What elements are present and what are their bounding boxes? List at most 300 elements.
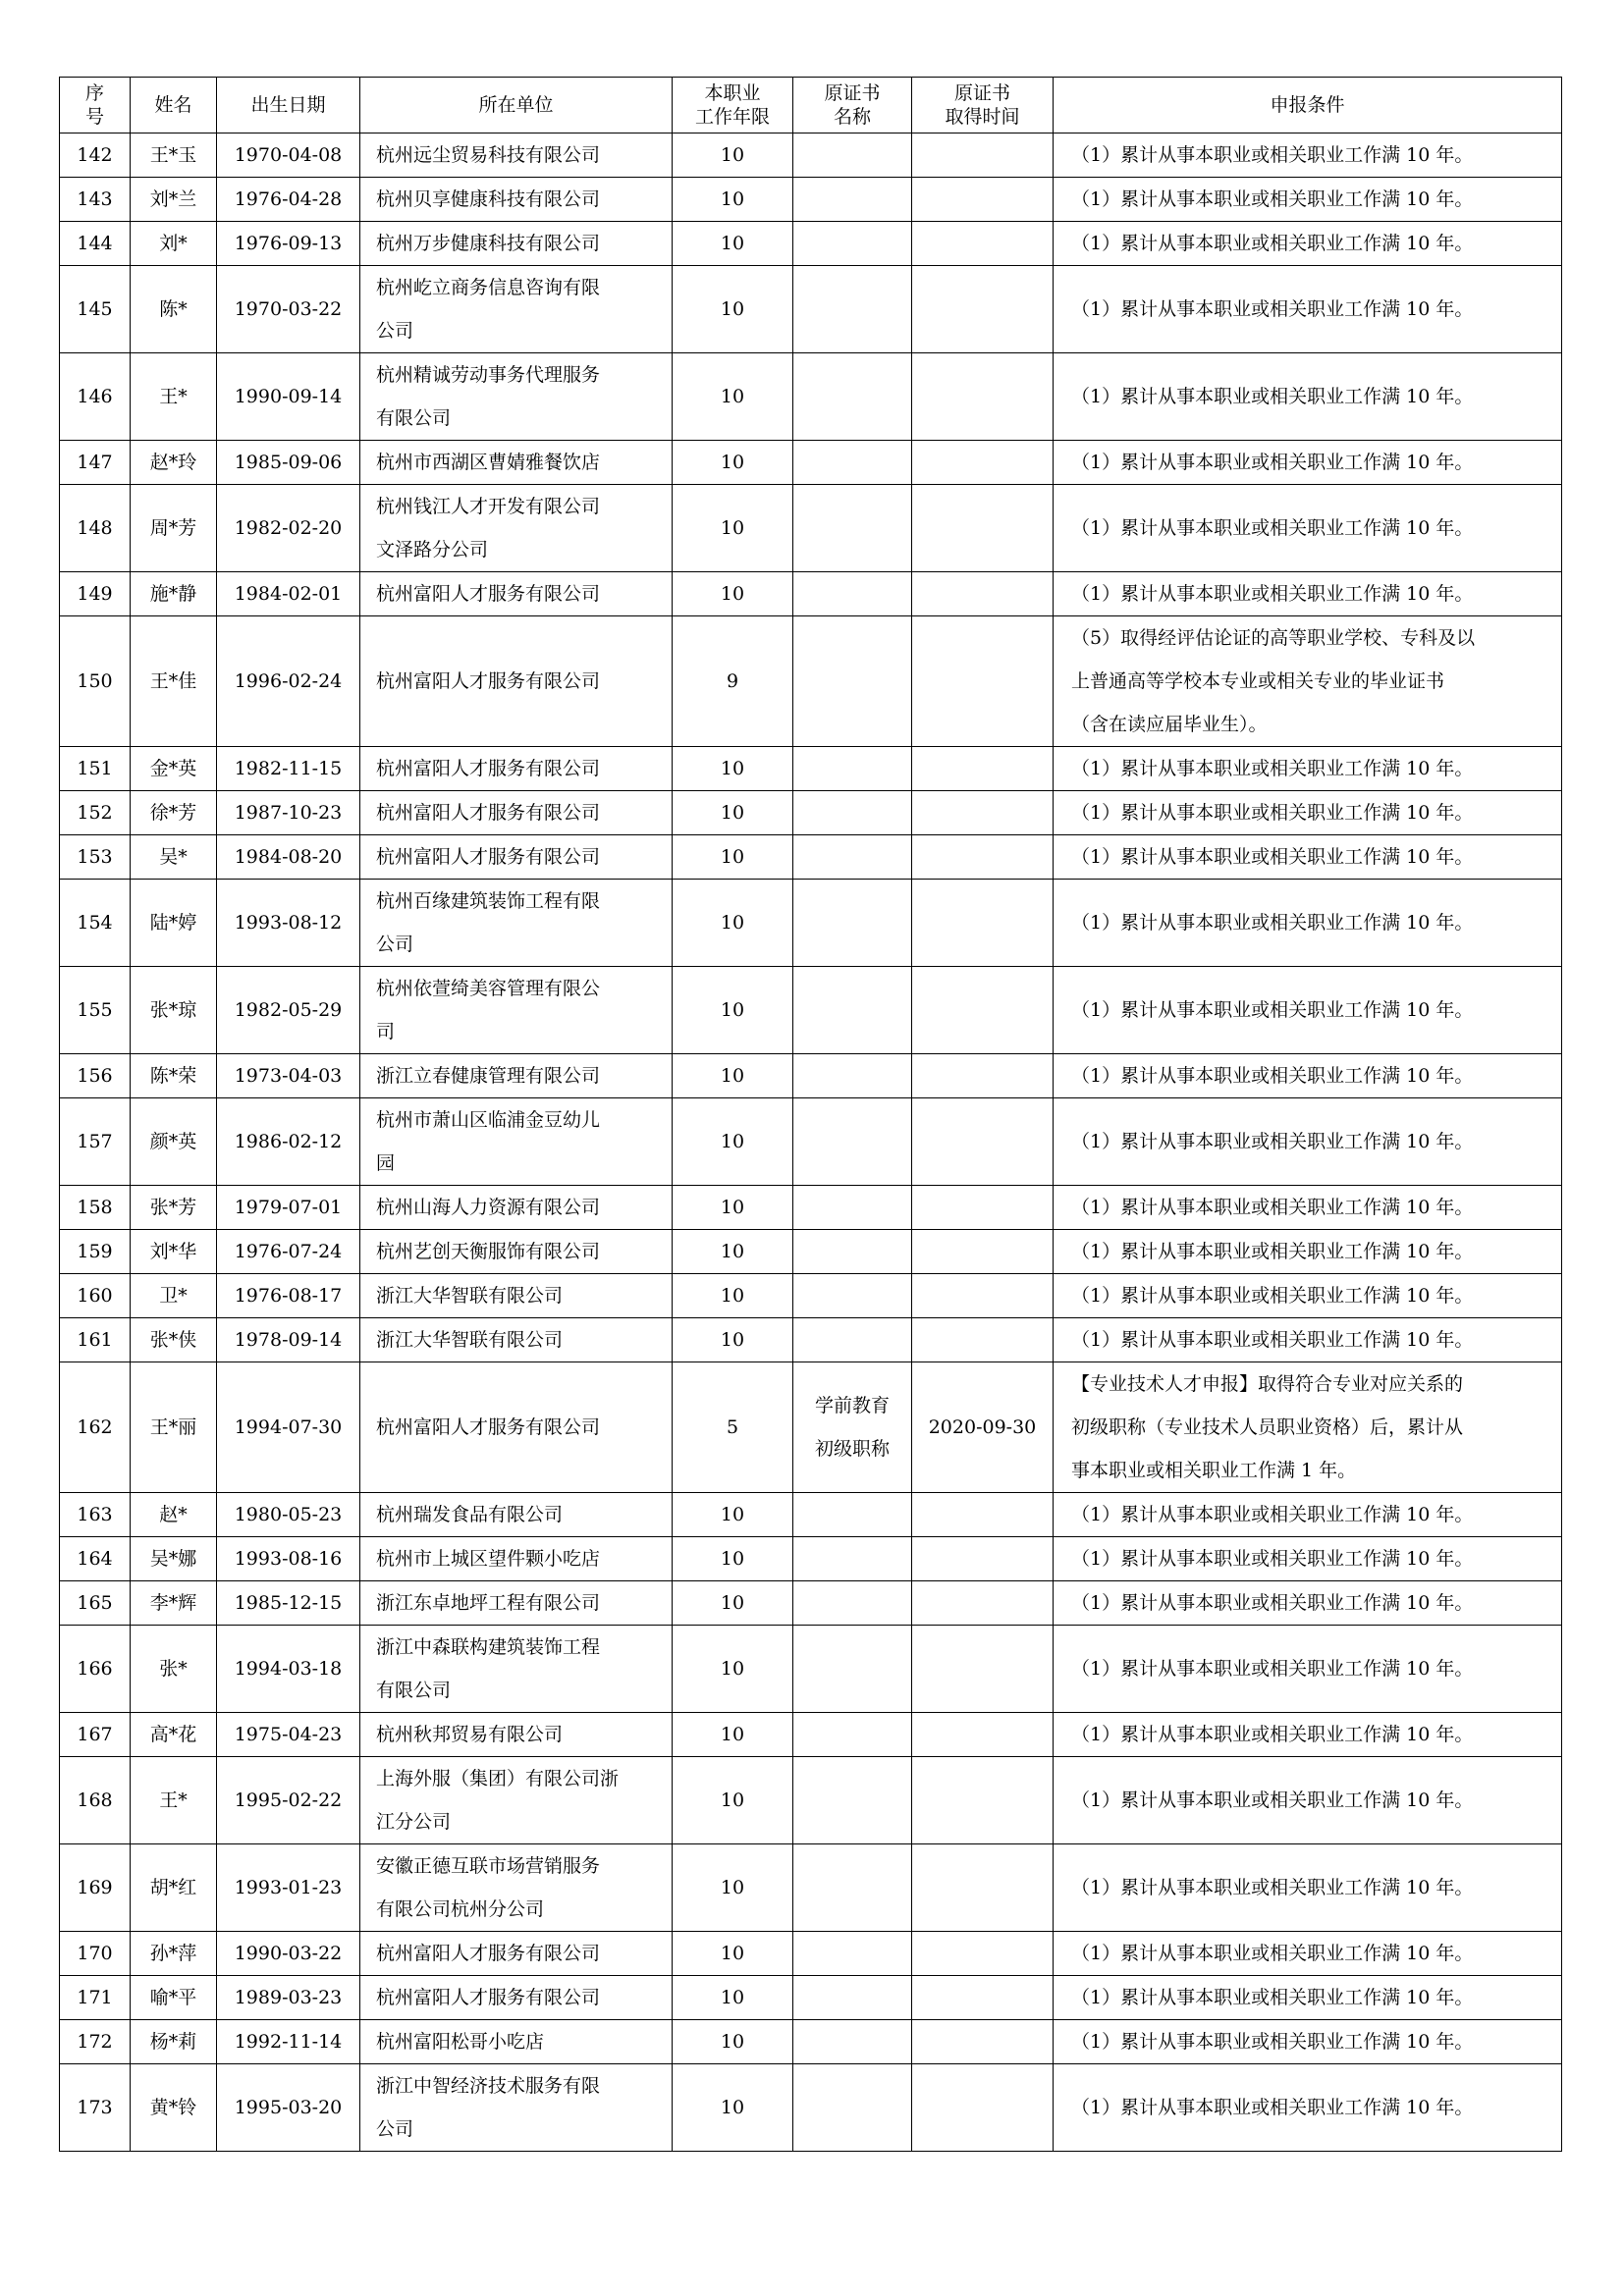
cell-no: 142	[60, 133, 131, 178]
cell-dob: 1970-04-08	[217, 133, 360, 178]
table-header	[60, 78, 1562, 133]
cell-years: 10	[673, 1976, 793, 2020]
cell-unit: 杭州市上城区望件颗小吃店	[360, 1537, 673, 1581]
cell-no: 151	[60, 747, 131, 791]
cell-cert-date	[912, 441, 1054, 485]
table-row	[60, 222, 1562, 266]
cell-name: 赵*玲	[131, 441, 217, 485]
cell-cert-name	[793, 1626, 912, 1713]
cell-no: 172	[60, 2020, 131, 2064]
cell-years: 10	[673, 1713, 793, 1757]
cell-unit: 杭州富阳人才服务有限公司	[360, 1362, 673, 1493]
cell-name: 王*佳	[131, 616, 217, 747]
cell-condition: （1）累计从事本职业或相关职业工作满 10 年。	[1054, 1844, 1562, 1932]
cell-no: 166	[60, 1626, 131, 1713]
cell-name: 陆*婷	[131, 880, 217, 967]
table-row	[60, 2020, 1562, 2064]
cell-dob: 1979-07-01	[217, 1186, 360, 1230]
cell-unit: 杭州山海人力资源有限公司	[360, 1186, 673, 1230]
cell-unit: 杭州万步健康科技有限公司	[360, 222, 673, 266]
table-row	[60, 178, 1562, 222]
cell-condition: （1）累计从事本职业或相关职业工作满 10 年。	[1054, 1581, 1562, 1626]
table-row	[60, 1493, 1562, 1537]
table-row	[60, 572, 1562, 616]
cell-no: 161	[60, 1318, 131, 1362]
cell-unit: 杭州钱江人才开发有限公司 文泽路分公司	[360, 485, 673, 572]
cell-cert-date	[912, 1318, 1054, 1362]
cell-cert-name	[793, 266, 912, 353]
cell-cert-name	[793, 441, 912, 485]
cell-cert-name	[793, 1230, 912, 1274]
cell-dob: 1976-08-17	[217, 1274, 360, 1318]
table-row	[60, 835, 1562, 880]
cell-years: 5	[673, 1362, 793, 1493]
cell-cert-name	[793, 880, 912, 967]
header-unit: 所在单位	[360, 78, 673, 133]
cell-years: 10	[673, 2020, 793, 2064]
cell-name: 张*侠	[131, 1318, 217, 1362]
cell-dob: 1982-05-29	[217, 967, 360, 1054]
cell-years: 10	[673, 485, 793, 572]
cell-condition: （1）累计从事本职业或相关职业工作满 10 年。	[1054, 1626, 1562, 1713]
cell-cert-name	[793, 1186, 912, 1230]
cell-dob: 1985-09-06	[217, 441, 360, 485]
cell-years: 10	[673, 791, 793, 835]
cell-cert-date	[912, 1230, 1054, 1274]
table-row	[60, 1626, 1562, 1713]
table-row	[60, 441, 1562, 485]
cell-condition: （1）累计从事本职业或相关职业工作满 10 年。	[1054, 178, 1562, 222]
cell-name: 施*静	[131, 572, 217, 616]
cell-unit: 杭州富阳人才服务有限公司	[360, 835, 673, 880]
cell-cert-date	[912, 1757, 1054, 1844]
table-row	[60, 1757, 1562, 1844]
cell-years: 10	[673, 835, 793, 880]
cell-name: 王*丽	[131, 1362, 217, 1493]
cell-no: 155	[60, 967, 131, 1054]
cell-no: 162	[60, 1362, 131, 1493]
cell-condition: （1）累计从事本职业或相关职业工作满 10 年。	[1054, 485, 1562, 572]
header-cert-date: 原证书 取得时间	[912, 78, 1054, 133]
cell-condition: （1）累计从事本职业或相关职业工作满 10 年。	[1054, 1186, 1562, 1230]
cell-years: 10	[673, 1932, 793, 1976]
cell-cert-date	[912, 1713, 1054, 1757]
cell-cert-date	[912, 222, 1054, 266]
cell-name: 吴*娜	[131, 1537, 217, 1581]
cell-years: 10	[673, 1626, 793, 1713]
cell-cert-name	[793, 572, 912, 616]
cell-unit: 浙江大华智联有限公司	[360, 1318, 673, 1362]
cell-no: 159	[60, 1230, 131, 1274]
cell-years: 10	[673, 1537, 793, 1581]
cell-years: 10	[673, 1230, 793, 1274]
cell-condition: （1）累计从事本职业或相关职业工作满 10 年。	[1054, 2064, 1562, 2152]
cell-cert-date	[912, 485, 1054, 572]
cell-condition: （1）累计从事本职业或相关职业工作满 10 年。	[1054, 880, 1562, 967]
cell-dob: 1973-04-03	[217, 1054, 360, 1098]
table-row	[60, 266, 1562, 353]
cell-cert-date	[912, 1054, 1054, 1098]
cell-cert-date: 2020-09-30	[912, 1362, 1054, 1493]
cell-cert-date	[912, 1626, 1054, 1713]
cell-years: 10	[673, 1581, 793, 1626]
cell-no: 168	[60, 1757, 131, 1844]
cell-dob: 1996-02-24	[217, 616, 360, 747]
table-row	[60, 1581, 1562, 1626]
cell-condition: （1）累计从事本职业或相关职业工作满 10 年。	[1054, 1274, 1562, 1318]
cell-name: 卫*	[131, 1274, 217, 1318]
table-row	[60, 485, 1562, 572]
table-body	[60, 133, 1562, 2152]
cell-no: 158	[60, 1186, 131, 1230]
table-row	[60, 967, 1562, 1054]
cell-unit: 浙江立春健康管理有限公司	[360, 1054, 673, 1098]
cell-cert-date	[912, 1186, 1054, 1230]
applicant-table	[59, 77, 1562, 2152]
cell-no: 149	[60, 572, 131, 616]
cell-cert-date	[912, 133, 1054, 178]
cell-years: 10	[673, 133, 793, 178]
cell-name: 徐*芳	[131, 791, 217, 835]
cell-years: 10	[673, 353, 793, 441]
cell-no: 145	[60, 266, 131, 353]
cell-unit: 杭州富阳人才服务有限公司	[360, 1932, 673, 1976]
cell-name: 周*芳	[131, 485, 217, 572]
header-dob: 出生日期	[217, 78, 360, 133]
table-row	[60, 1186, 1562, 1230]
cell-years: 10	[673, 1844, 793, 1932]
header-no: 序 号	[60, 78, 131, 133]
cell-name: 刘*兰	[131, 178, 217, 222]
cell-unit: 浙江大华智联有限公司	[360, 1274, 673, 1318]
cell-no: 154	[60, 880, 131, 967]
cell-condition: （1）累计从事本职业或相关职业工作满 10 年。	[1054, 1054, 1562, 1098]
table-row	[60, 1318, 1562, 1362]
cell-condition: （1）累计从事本职业或相关职业工作满 10 年。	[1054, 266, 1562, 353]
cell-cert-name	[793, 1054, 912, 1098]
table-row	[60, 747, 1562, 791]
cell-unit: 杭州富阳人才服务有限公司	[360, 747, 673, 791]
cell-cert-date	[912, 1274, 1054, 1318]
cell-no: 146	[60, 353, 131, 441]
table-row	[60, 1098, 1562, 1186]
cell-name: 孙*萍	[131, 1932, 217, 1976]
cell-cert-date	[912, 1537, 1054, 1581]
cell-cert-name	[793, 1318, 912, 1362]
header-years: 本职业 工作年限	[673, 78, 793, 133]
table-row	[60, 1054, 1562, 1098]
cell-cert-date	[912, 353, 1054, 441]
cell-dob: 1970-03-22	[217, 266, 360, 353]
cell-condition: （1）累计从事本职业或相关职业工作满 10 年。	[1054, 1537, 1562, 1581]
cell-name: 刘*华	[131, 1230, 217, 1274]
cell-cert-name	[793, 1713, 912, 1757]
cell-cert-name	[793, 791, 912, 835]
cell-dob: 1976-09-13	[217, 222, 360, 266]
cell-cert-date	[912, 791, 1054, 835]
cell-cert-name	[793, 1844, 912, 1932]
cell-condition: （1）累计从事本职业或相关职业工作满 10 年。	[1054, 1713, 1562, 1757]
table-row	[60, 1844, 1562, 1932]
cell-condition: （1）累计从事本职业或相关职业工作满 10 年。	[1054, 1976, 1562, 2020]
cell-unit: 安徽正德互联市场营销服务 有限公司杭州分公司	[360, 1844, 673, 1932]
cell-unit: 上海外服（集团）有限公司浙 江分公司	[360, 1757, 673, 1844]
cell-condition: （1）累计从事本职业或相关职业工作满 10 年。	[1054, 967, 1562, 1054]
cell-years: 10	[673, 178, 793, 222]
cell-condition: （1）累计从事本职业或相关职业工作满 10 年。	[1054, 747, 1562, 791]
cell-cert-date	[912, 1493, 1054, 1537]
cell-dob: 1993-08-12	[217, 880, 360, 967]
cell-years: 10	[673, 222, 793, 266]
cell-no: 150	[60, 616, 131, 747]
cell-dob: 1986-02-12	[217, 1098, 360, 1186]
cell-condition: （1）累计从事本职业或相关职业工作满 10 年。	[1054, 353, 1562, 441]
cell-unit: 浙江中森联构建筑装饰工程 有限公司	[360, 1626, 673, 1713]
cell-cert-name	[793, 1098, 912, 1186]
cell-no: 163	[60, 1493, 131, 1537]
table-row	[60, 1976, 1562, 2020]
cell-no: 170	[60, 1932, 131, 1976]
cell-cert-date	[912, 178, 1054, 222]
cell-dob: 1978-09-14	[217, 1318, 360, 1362]
cell-dob: 1982-11-15	[217, 747, 360, 791]
cell-dob: 1990-09-14	[217, 353, 360, 441]
cell-years: 10	[673, 880, 793, 967]
cell-name: 金*英	[131, 747, 217, 791]
cell-name: 杨*莉	[131, 2020, 217, 2064]
cell-no: 164	[60, 1537, 131, 1581]
header-cert-name: 原证书 名称	[793, 78, 912, 133]
cell-no: 160	[60, 1274, 131, 1318]
cell-condition: （5）取得经评估论证的高等职业学校、专科及以 上普通高等学校本专业或相关专业的毕业证书 （含在读应届毕业生）。	[1054, 616, 1562, 747]
cell-cert-name	[793, 1493, 912, 1537]
cell-unit: 杭州贝享健康科技有限公司	[360, 178, 673, 222]
cell-no: 157	[60, 1098, 131, 1186]
cell-no: 173	[60, 2064, 131, 2152]
cell-unit: 杭州秋邦贸易有限公司	[360, 1713, 673, 1757]
header-row	[60, 78, 1562, 133]
cell-condition: （1）累计从事本职业或相关职业工作满 10 年。	[1054, 1493, 1562, 1537]
cell-cert-name	[793, 1581, 912, 1626]
cell-name: 高*花	[131, 1713, 217, 1757]
table-row	[60, 1362, 1562, 1493]
cell-dob: 1987-10-23	[217, 791, 360, 835]
cell-cert-name	[793, 967, 912, 1054]
cell-no: 147	[60, 441, 131, 485]
table-row	[60, 1537, 1562, 1581]
cell-name: 王*	[131, 1757, 217, 1844]
cell-unit: 杭州远尘贸易科技有限公司	[360, 133, 673, 178]
cell-cert-name	[793, 2064, 912, 2152]
cell-years: 10	[673, 1757, 793, 1844]
cell-no: 156	[60, 1054, 131, 1098]
table-row	[60, 1713, 1562, 1757]
table-row	[60, 1274, 1562, 1318]
cell-dob: 1980-05-23	[217, 1493, 360, 1537]
table-row	[60, 2064, 1562, 2152]
table-row	[60, 1230, 1562, 1274]
cell-cert-date	[912, 835, 1054, 880]
cell-years: 10	[673, 572, 793, 616]
cell-unit: 杭州百缘建筑装饰工程有限 公司	[360, 880, 673, 967]
cell-condition: （1）累计从事本职业或相关职业工作满 10 年。	[1054, 1932, 1562, 1976]
cell-unit: 杭州富阳松哥小吃店	[360, 2020, 673, 2064]
cell-cert-name	[793, 178, 912, 222]
cell-dob: 1995-02-22	[217, 1757, 360, 1844]
cell-name: 陈*	[131, 266, 217, 353]
cell-dob: 1985-12-15	[217, 1581, 360, 1626]
cell-cert-name	[793, 133, 912, 178]
cell-no: 152	[60, 791, 131, 835]
cell-cert-date	[912, 1098, 1054, 1186]
cell-dob: 1984-02-01	[217, 572, 360, 616]
cell-cert-date	[912, 1844, 1054, 1932]
cell-name: 颜*英	[131, 1098, 217, 1186]
cell-unit: 杭州屹立商务信息咨询有限 公司	[360, 266, 673, 353]
cell-unit: 杭州富阳人才服务有限公司	[360, 1976, 673, 2020]
header-name: 姓名	[131, 78, 217, 133]
cell-years: 10	[673, 1274, 793, 1318]
cell-cert-name	[793, 1976, 912, 2020]
cell-dob: 1975-04-23	[217, 1713, 360, 1757]
cell-years: 10	[673, 747, 793, 791]
cell-cert-date	[912, 266, 1054, 353]
cell-condition: （1）累计从事本职业或相关职业工作满 10 年。	[1054, 835, 1562, 880]
cell-unit: 杭州艺创天衡服饰有限公司	[360, 1230, 673, 1274]
cell-name: 王*	[131, 353, 217, 441]
cell-dob: 1990-03-22	[217, 1932, 360, 1976]
cell-unit: 杭州富阳人才服务有限公司	[360, 616, 673, 747]
header-condition: 申报条件	[1054, 78, 1562, 133]
cell-unit: 杭州精诚劳动事务代理服务 有限公司	[360, 353, 673, 441]
cell-cert-date	[912, 2020, 1054, 2064]
cell-dob: 1993-01-23	[217, 1844, 360, 1932]
cell-unit: 杭州富阳人才服务有限公司	[360, 791, 673, 835]
cell-unit: 杭州市西湖区曹婧雅餐饮店	[360, 441, 673, 485]
cell-cert-name	[793, 616, 912, 747]
cell-condition: （1）累计从事本职业或相关职业工作满 10 年。	[1054, 2020, 1562, 2064]
cell-dob: 1984-08-20	[217, 835, 360, 880]
cell-name: 喻*平	[131, 1976, 217, 2020]
cell-no: 169	[60, 1844, 131, 1932]
cell-years: 10	[673, 266, 793, 353]
cell-dob: 1994-03-18	[217, 1626, 360, 1713]
cell-dob: 1992-11-14	[217, 2020, 360, 2064]
cell-cert-date	[912, 1976, 1054, 2020]
cell-dob: 1982-02-20	[217, 485, 360, 572]
cell-unit: 杭州市萧山区临浦金豆幼儿 园	[360, 1098, 673, 1186]
cell-cert-date	[912, 747, 1054, 791]
cell-unit: 浙江中智经济技术服务有限 公司	[360, 2064, 673, 2152]
cell-cert-name	[793, 1274, 912, 1318]
cell-condition: （1）累计从事本职业或相关职业工作满 10 年。	[1054, 1230, 1562, 1274]
cell-years: 10	[673, 1493, 793, 1537]
cell-cert-name	[793, 2020, 912, 2064]
cell-cert-name	[793, 1932, 912, 1976]
cell-years: 9	[673, 616, 793, 747]
cell-condition: （1）累计从事本职业或相关职业工作满 10 年。	[1054, 133, 1562, 178]
cell-dob: 1976-04-28	[217, 178, 360, 222]
cell-no: 165	[60, 1581, 131, 1626]
cell-dob: 1994-07-30	[217, 1362, 360, 1493]
cell-cert-name	[793, 222, 912, 266]
cell-unit: 杭州瑞发食品有限公司	[360, 1493, 673, 1537]
cell-years: 10	[673, 1318, 793, 1362]
cell-no: 144	[60, 222, 131, 266]
cell-condition: （1）累计从事本职业或相关职业工作满 10 年。	[1054, 1318, 1562, 1362]
cell-cert-date	[912, 572, 1054, 616]
cell-cert-name	[793, 485, 912, 572]
table-row	[60, 880, 1562, 967]
cell-cert-date	[912, 1932, 1054, 1976]
cell-name: 黄*铃	[131, 2064, 217, 2152]
table-row	[60, 616, 1562, 747]
cell-condition: （1）累计从事本职业或相关职业工作满 10 年。	[1054, 791, 1562, 835]
cell-no: 153	[60, 835, 131, 880]
cell-no: 148	[60, 485, 131, 572]
cell-cert-date	[912, 880, 1054, 967]
cell-cert-name	[793, 1757, 912, 1844]
cell-years: 10	[673, 1098, 793, 1186]
cell-cert-name	[793, 747, 912, 791]
cell-name: 李*辉	[131, 1581, 217, 1626]
cell-name: 赵*	[131, 1493, 217, 1537]
cell-cert-name	[793, 835, 912, 880]
cell-no: 171	[60, 1976, 131, 2020]
cell-years: 10	[673, 1186, 793, 1230]
cell-unit: 杭州依萱绮美容管理有限公 司	[360, 967, 673, 1054]
cell-condition: （1）累计从事本职业或相关职业工作满 10 年。	[1054, 441, 1562, 485]
cell-cert-date	[912, 2064, 1054, 2152]
cell-years: 10	[673, 441, 793, 485]
cell-dob: 1976-07-24	[217, 1230, 360, 1274]
cell-years: 10	[673, 967, 793, 1054]
cell-unit: 杭州富阳人才服务有限公司	[360, 572, 673, 616]
cell-dob: 1993-08-16	[217, 1537, 360, 1581]
cell-condition: （1）累计从事本职业或相关职业工作满 10 年。	[1054, 1098, 1562, 1186]
table-row	[60, 353, 1562, 441]
cell-cert-name	[793, 1537, 912, 1581]
cell-condition: （1）累计从事本职业或相关职业工作满 10 年。	[1054, 222, 1562, 266]
cell-years: 10	[673, 1054, 793, 1098]
table-row	[60, 1932, 1562, 1976]
cell-name: 张*	[131, 1626, 217, 1713]
cell-name: 胡*红	[131, 1844, 217, 1932]
cell-condition: （1）累计从事本职业或相关职业工作满 10 年。	[1054, 1757, 1562, 1844]
cell-cert-date	[912, 616, 1054, 747]
cell-years: 10	[673, 2064, 793, 2152]
cell-condition: 【专业技术人才申报】取得符合专业对应关系的 初级职称（专业技术人员职业资格）后，累计从 事本职业或相关职业工作满 1 年。	[1054, 1362, 1562, 1493]
cell-dob: 1995-03-20	[217, 2064, 360, 2152]
cell-no: 143	[60, 178, 131, 222]
table-row	[60, 133, 1562, 178]
cell-no: 167	[60, 1713, 131, 1757]
cell-cert-name: 学前教育 初级职称	[793, 1362, 912, 1493]
cell-cert-date	[912, 967, 1054, 1054]
cell-name: 王*玉	[131, 133, 217, 178]
cell-name: 张*芳	[131, 1186, 217, 1230]
cell-condition: （1）累计从事本职业或相关职业工作满 10 年。	[1054, 572, 1562, 616]
cell-name: 张*琼	[131, 967, 217, 1054]
cell-cert-name	[793, 353, 912, 441]
cell-cert-date	[912, 1581, 1054, 1626]
cell-name: 吴*	[131, 835, 217, 880]
cell-name: 陈*荣	[131, 1054, 217, 1098]
cell-name: 刘*	[131, 222, 217, 266]
cell-dob: 1989-03-23	[217, 1976, 360, 2020]
cell-unit: 浙江东卓地坪工程有限公司	[360, 1581, 673, 1626]
table-row	[60, 791, 1562, 835]
